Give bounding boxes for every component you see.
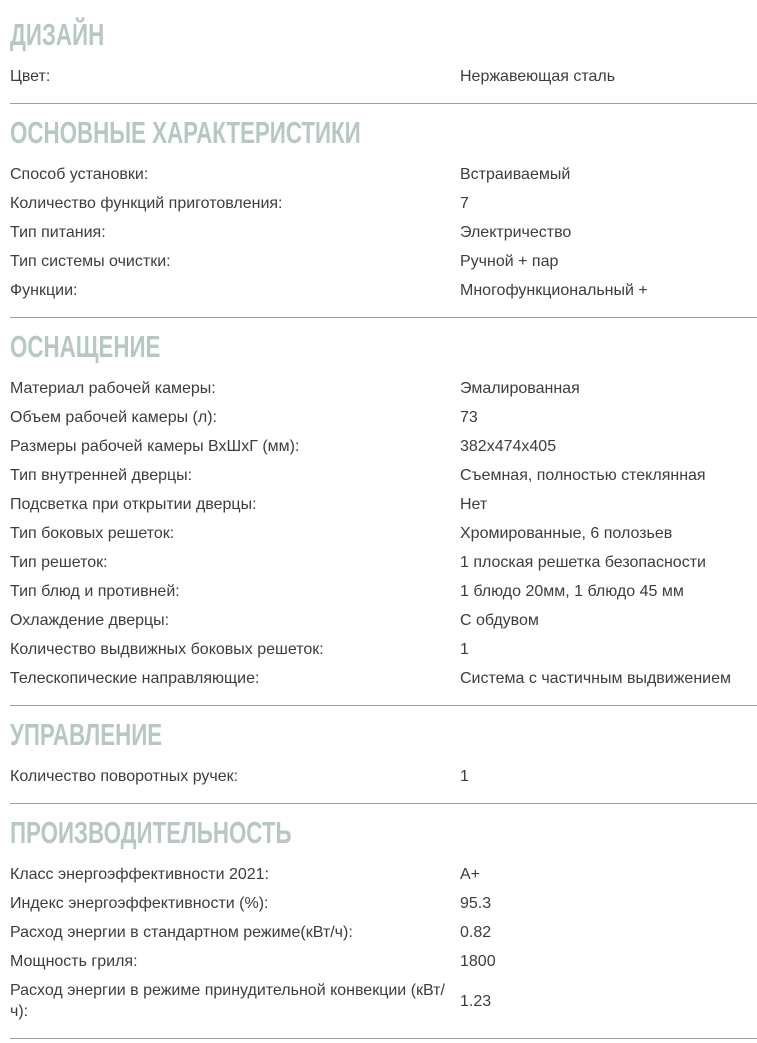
section-heading (10, 330, 757, 364)
spec-label: Материал рабочей камеры: (10, 380, 216, 398)
spec-label: Мощность гриля: (10, 953, 138, 971)
spec-row (10, 860, 757, 889)
spec-row (10, 247, 757, 276)
spec-row (10, 947, 757, 976)
spec-label: Тип решеток: (10, 554, 108, 572)
spec-row (10, 664, 757, 693)
spec-label: Тип блюд и противней: (10, 583, 180, 601)
spec-row (10, 548, 757, 577)
spec-value: 0.82 (460, 924, 492, 942)
spec-value: 1.23 (460, 992, 492, 1010)
spec-label: Класс энергоэффективности 2021: (10, 866, 269, 884)
spec-value: Хромированные, 6 полозьев (460, 525, 673, 543)
spec-row (10, 762, 757, 791)
spec-row (10, 889, 757, 918)
spec-row (10, 160, 757, 189)
spec-row (10, 218, 757, 247)
spec-value: 73 (460, 409, 478, 427)
section-divider (10, 803, 757, 804)
spec-row (10, 976, 757, 1026)
section-heading (10, 816, 757, 850)
section-rows (10, 160, 757, 311)
section-rows (10, 62, 757, 97)
section-divider (10, 103, 757, 104)
spec-label: Подсветка при открытии дверцы: (10, 496, 257, 514)
spec-section (10, 718, 757, 804)
spec-value: 7 (460, 195, 469, 213)
spec-value: A+ (460, 866, 481, 884)
spec-row (10, 635, 757, 664)
spec-section (10, 18, 757, 104)
spec-section (10, 816, 757, 1039)
spec-row (10, 189, 757, 218)
spec-label: Функции: (10, 282, 78, 300)
section-heading (10, 116, 757, 150)
spec-label: Тип питания: (10, 224, 106, 242)
spec-label: Размеры рабочей камеры ВхШхГ (мм): (10, 438, 300, 456)
section-rows (10, 762, 757, 797)
section-title: ОСНОВНЫЕ ХАРАКТЕРИСТИКИ (10, 115, 361, 151)
spec-value: 382x474x405 (460, 438, 557, 456)
spec-value: 1 плоская решетка безопасности (460, 554, 706, 572)
spec-label: Цвет: (10, 68, 51, 86)
spec-value: 1 (460, 641, 469, 659)
spec-value: Нет (460, 496, 488, 514)
spec-label: Индекс энергоэффективности (%): (10, 895, 269, 913)
spec-label: Тип системы очистки: (10, 253, 171, 271)
section-heading (10, 718, 757, 752)
spec-row (10, 577, 757, 606)
section-title: ПРОИЗВОДИТЕЛЬНОСТЬ (10, 815, 292, 851)
section-title: УПРАВЛЕНИЕ (10, 717, 163, 753)
spec-value: Система с частичным выдвижением (460, 670, 731, 688)
spec-value: 95.3 (460, 895, 492, 913)
spec-section (10, 330, 757, 706)
spec-value: Эмалированная (460, 380, 580, 398)
spec-row (10, 519, 757, 548)
spec-row (10, 62, 757, 91)
spec-section (10, 116, 757, 318)
spec-row (10, 374, 757, 403)
spec-sections-container (10, 18, 757, 1039)
spec-row (10, 432, 757, 461)
spec-row (10, 276, 757, 305)
spec-label: Тип боковых решеток: (10, 525, 175, 543)
spec-label: Охлаждение дверцы: (10, 612, 170, 630)
spec-value: Встраиваемый (460, 166, 571, 184)
section-heading (10, 18, 757, 52)
spec-label: Тип внутренней дверцы: (10, 467, 193, 485)
spec-label: Способ установки: (10, 166, 149, 184)
spec-value: С обдувом (460, 612, 539, 630)
section-title: ОСНАЩЕНИЕ (10, 329, 161, 365)
spec-row (10, 490, 757, 519)
section-rows (10, 860, 757, 1032)
spec-value: Электричество (460, 224, 572, 242)
spec-row (10, 461, 757, 490)
spec-row (10, 918, 757, 947)
spec-value: 1800 (460, 953, 496, 971)
section-title: ДИЗАЙН (10, 17, 105, 52)
spec-row (10, 403, 757, 432)
section-rows (10, 374, 757, 699)
spec-label: Количество выдвижных боковых решеток: (10, 641, 324, 659)
spec-label: Количество поворотных ручек: (10, 768, 239, 786)
spec-label: Расход энергии в стандартном режиме(кВт/ч): (10, 924, 353, 942)
spec-value: Многофункциональный + (460, 282, 648, 300)
spec-label: Объем рабочей камеры (л): (10, 409, 217, 427)
section-divider (10, 705, 757, 706)
spec-value: Нержавеющая сталь (460, 68, 616, 86)
spec-value: Съемная, полностью стеклянная (460, 467, 706, 485)
spec-label: Количество функций приготовления: (10, 195, 283, 213)
spec-value: 1 (460, 768, 469, 786)
spec-value: Ручной + пар (460, 253, 559, 271)
section-divider (10, 1038, 757, 1039)
spec-row (10, 606, 757, 635)
spec-label: Телескопические направляющие: (10, 670, 260, 688)
section-divider (10, 317, 757, 318)
spec-value: 1 блюдо 20мм, 1 блюдо 45 мм (460, 583, 684, 601)
spec-label: Расход энергии в режиме принудительной конвекции (кВт/ч): (10, 982, 445, 1021)
